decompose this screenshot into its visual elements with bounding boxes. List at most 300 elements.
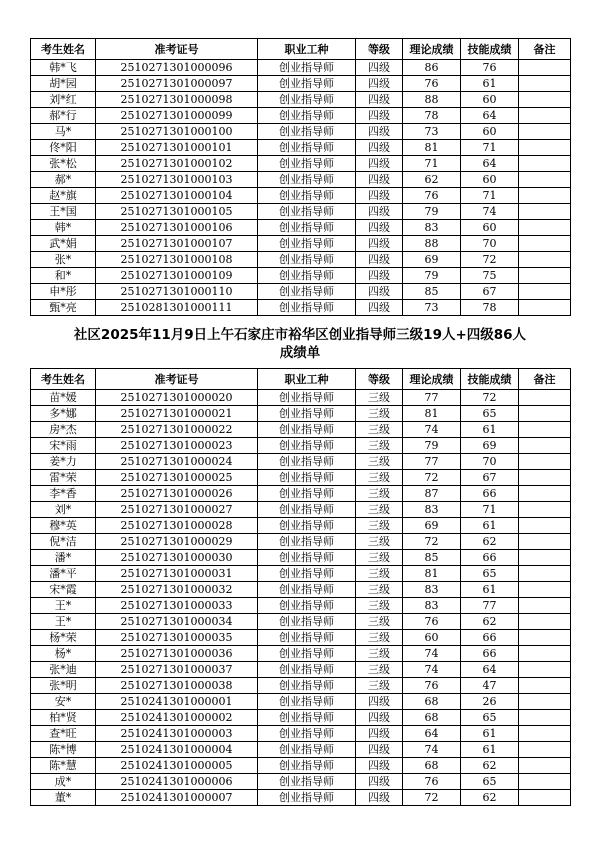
cell-theory-score: 62 [403, 172, 461, 188]
cell-skill-score: 62 [461, 534, 519, 550]
cell-remarks [519, 534, 571, 550]
cell-occupation: 创业指导师 [258, 76, 356, 92]
table-row [31, 124, 571, 140]
section-title-line1: 社区2025年11月9日上午石家庄市裕华区创业指导师三级19人+四级86人 [73, 327, 527, 343]
table-row [31, 92, 571, 108]
cell-skill-score: 62 [461, 614, 519, 630]
cell-theory-score: 83 [403, 598, 461, 614]
cell-name: 安* [31, 694, 96, 710]
cell-level: 三级 [356, 502, 403, 518]
cell-name: 苗*媛 [31, 390, 96, 406]
cell-exam-id: 2510271301000108 [96, 252, 258, 268]
col-header-level: 等级 [356, 369, 403, 390]
cell-level: 四级 [356, 742, 403, 758]
col-header-name: 考生姓名 [31, 369, 96, 390]
cell-name: 韩* [31, 220, 96, 236]
cell-remarks [519, 758, 571, 774]
cell-theory-score: 81 [403, 140, 461, 156]
col-header-skill-score: 技能成绩 [461, 39, 519, 60]
cell-exam-id: 2510281301000111 [96, 300, 258, 316]
cell-occupation: 创业指导师 [258, 108, 356, 124]
cell-theory-score: 69 [403, 252, 461, 268]
cell-exam-id: 2510271301000023 [96, 438, 258, 454]
cell-level: 四级 [356, 140, 403, 156]
cell-exam-id: 2510271301000020 [96, 390, 258, 406]
cell-name: 李*香 [31, 486, 96, 502]
cell-theory-score: 74 [403, 422, 461, 438]
cell-remarks [519, 156, 571, 172]
cell-exam-id: 2510271301000031 [96, 566, 258, 582]
cell-remarks [519, 108, 571, 124]
cell-remarks [519, 422, 571, 438]
cell-level: 四级 [356, 76, 403, 92]
cell-name: 郝*行 [31, 108, 96, 124]
cell-skill-score: 66 [461, 630, 519, 646]
cell-occupation: 创业指导师 [258, 422, 356, 438]
cell-theory-score: 72 [403, 534, 461, 550]
cell-name: 雷*荣 [31, 470, 96, 486]
cell-level: 四级 [356, 188, 403, 204]
table-row [31, 108, 571, 124]
cell-occupation: 创业指导师 [258, 220, 356, 236]
cell-exam-id: 2510271301000104 [96, 188, 258, 204]
cell-exam-id: 2510271301000033 [96, 598, 258, 614]
cell-name: 陈*慧 [31, 758, 96, 774]
cell-exam-id: 2510271301000022 [96, 422, 258, 438]
cell-remarks [519, 694, 571, 710]
table-row [31, 662, 571, 678]
cell-skill-score: 70 [461, 236, 519, 252]
cell-theory-score: 77 [403, 390, 461, 406]
cell-remarks [519, 630, 571, 646]
table-row [31, 630, 571, 646]
cell-name: 潘* [31, 550, 96, 566]
col-header-theory-score: 理论成绩 [403, 39, 461, 60]
cell-skill-score: 64 [461, 156, 519, 172]
col-header-theory-score: 理论成绩 [403, 369, 461, 390]
cell-exam-id: 2510241301000005 [96, 758, 258, 774]
cell-remarks [519, 92, 571, 108]
col-header-name: 考生姓名 [31, 39, 96, 60]
cell-level: 三级 [356, 662, 403, 678]
cell-skill-score: 69 [461, 438, 519, 454]
cell-name: 董* [31, 790, 96, 806]
cell-skill-score: 65 [461, 774, 519, 790]
cell-name: 倪*洁 [31, 534, 96, 550]
cell-level: 四级 [356, 774, 403, 790]
cell-theory-score: 76 [403, 188, 461, 204]
col-header-remarks: 备注 [519, 39, 571, 60]
cell-occupation: 创业指导师 [258, 454, 356, 470]
table-row [31, 438, 571, 454]
cell-remarks [519, 726, 571, 742]
table-row [31, 790, 571, 806]
cell-skill-score: 71 [461, 140, 519, 156]
cell-name: 王* [31, 598, 96, 614]
cell-exam-id: 2510271301000105 [96, 204, 258, 220]
cell-name: 和* [31, 268, 96, 284]
cell-exam-id: 2510241301000003 [96, 726, 258, 742]
cell-occupation: 创业指导师 [258, 284, 356, 300]
cell-skill-score: 64 [461, 662, 519, 678]
cell-occupation: 创业指导师 [258, 124, 356, 140]
cell-remarks [519, 486, 571, 502]
cell-level: 三级 [356, 550, 403, 566]
table-row [31, 742, 571, 758]
cell-occupation: 创业指导师 [258, 486, 356, 502]
cell-remarks [519, 598, 571, 614]
cell-theory-score: 79 [403, 204, 461, 220]
cell-theory-score: 81 [403, 566, 461, 582]
cell-theory-score: 76 [403, 614, 461, 630]
cell-remarks [519, 582, 571, 598]
cell-remarks [519, 390, 571, 406]
cell-theory-score: 77 [403, 454, 461, 470]
table-row [31, 284, 571, 300]
cell-occupation: 创业指导师 [258, 758, 356, 774]
table-row [31, 60, 571, 76]
cell-occupation: 创业指导师 [258, 236, 356, 252]
cell-occupation: 创业指导师 [258, 550, 356, 566]
cell-remarks [519, 60, 571, 76]
cell-theory-score: 83 [403, 220, 461, 236]
cell-name: 张* [31, 252, 96, 268]
cell-exam-id: 2510271301000035 [96, 630, 258, 646]
cell-occupation: 创业指导师 [258, 268, 356, 284]
cell-skill-score: 76 [461, 60, 519, 76]
table-row [31, 678, 571, 694]
cell-theory-score: 74 [403, 662, 461, 678]
cell-remarks [519, 646, 571, 662]
cell-remarks [519, 662, 571, 678]
cell-remarks [519, 502, 571, 518]
table-row [31, 582, 571, 598]
cell-theory-score: 68 [403, 710, 461, 726]
col-header-remarks: 备注 [519, 369, 571, 390]
cell-level: 四级 [356, 236, 403, 252]
cell-level: 四级 [356, 60, 403, 76]
cell-level: 三级 [356, 678, 403, 694]
cell-name: 王* [31, 614, 96, 630]
table-row [31, 236, 571, 252]
table-row [31, 204, 571, 220]
cell-name: 赵*旗 [31, 188, 96, 204]
cell-remarks [519, 518, 571, 534]
cell-level: 三级 [356, 438, 403, 454]
cell-exam-id: 2510271301000029 [96, 534, 258, 550]
cell-skill-score: 61 [461, 518, 519, 534]
cell-occupation: 创业指导师 [258, 582, 356, 598]
cell-exam-id: 2510241301000002 [96, 710, 258, 726]
cell-occupation: 创业指导师 [258, 252, 356, 268]
table-header-row [31, 369, 571, 390]
cell-remarks [519, 140, 571, 156]
table-row [31, 646, 571, 662]
cell-occupation: 创业指导师 [258, 710, 356, 726]
cell-name: 甄*亮 [31, 300, 96, 316]
cell-skill-score: 60 [461, 220, 519, 236]
cell-exam-id: 2510271301000098 [96, 92, 258, 108]
cell-remarks [519, 252, 571, 268]
table-header-row [31, 39, 571, 60]
cell-occupation: 创业指导师 [258, 172, 356, 188]
cell-name: 穆*英 [31, 518, 96, 534]
cell-name: 韩*飞 [31, 60, 96, 76]
cell-skill-score: 72 [461, 390, 519, 406]
cell-remarks [519, 710, 571, 726]
cell-name: 刘* [31, 502, 96, 518]
cell-occupation: 创业指导师 [258, 774, 356, 790]
table-row [31, 614, 571, 630]
cell-occupation: 创业指导师 [258, 188, 356, 204]
cell-theory-score: 85 [403, 284, 461, 300]
table-row [31, 694, 571, 710]
cell-level: 三级 [356, 406, 403, 422]
cell-level: 三级 [356, 486, 403, 502]
score-table-top-body [31, 60, 571, 316]
cell-theory-score: 83 [403, 502, 461, 518]
table-row [31, 390, 571, 406]
cell-occupation: 创业指导师 [258, 790, 356, 806]
cell-remarks [519, 124, 571, 140]
cell-skill-score: 61 [461, 726, 519, 742]
cell-skill-score: 67 [461, 470, 519, 486]
cell-name: 杨*荣 [31, 630, 96, 646]
cell-theory-score: 86 [403, 60, 461, 76]
score-table-top [30, 38, 571, 316]
cell-exam-id: 2510271301000097 [96, 76, 258, 92]
cell-level: 三级 [356, 598, 403, 614]
cell-skill-score: 78 [461, 300, 519, 316]
cell-name: 潘*平 [31, 566, 96, 582]
cell-name: 马* [31, 124, 96, 140]
table-row [31, 758, 571, 774]
cell-name: 佟*阳 [31, 140, 96, 156]
table-row [31, 534, 571, 550]
cell-exam-id: 2510271301000026 [96, 486, 258, 502]
cell-level: 四级 [356, 92, 403, 108]
cell-skill-score: 61 [461, 422, 519, 438]
cell-name: 郝* [31, 172, 96, 188]
cell-exam-id: 2510271301000099 [96, 108, 258, 124]
cell-level: 三级 [356, 582, 403, 598]
cell-name: 陈*博 [31, 742, 96, 758]
cell-level: 四级 [356, 268, 403, 284]
cell-theory-score: 73 [403, 124, 461, 140]
cell-theory-score: 71 [403, 156, 461, 172]
table-row [31, 502, 571, 518]
cell-remarks [519, 236, 571, 252]
cell-level: 四级 [356, 204, 403, 220]
cell-skill-score: 70 [461, 454, 519, 470]
cell-skill-score: 72 [461, 252, 519, 268]
cell-occupation: 创业指导师 [258, 694, 356, 710]
cell-skill-score: 65 [461, 710, 519, 726]
cell-level: 四级 [356, 108, 403, 124]
cell-occupation: 创业指导师 [258, 742, 356, 758]
cell-name: 宋*雨 [31, 438, 96, 454]
cell-theory-score: 87 [403, 486, 461, 502]
cell-skill-score: 60 [461, 172, 519, 188]
cell-level: 三级 [356, 390, 403, 406]
cell-remarks [519, 742, 571, 758]
cell-skill-score: 71 [461, 188, 519, 204]
cell-skill-score: 65 [461, 406, 519, 422]
cell-theory-score: 60 [403, 630, 461, 646]
cell-level: 四级 [356, 252, 403, 268]
cell-exam-id: 2510271301000036 [96, 646, 258, 662]
cell-occupation: 创业指导师 [258, 726, 356, 742]
cell-occupation: 创业指导师 [258, 390, 356, 406]
table-row [31, 518, 571, 534]
table-row [31, 710, 571, 726]
cell-name: 胡*园 [31, 76, 96, 92]
table-row [31, 598, 571, 614]
table-row [31, 550, 571, 566]
cell-level: 三级 [356, 566, 403, 582]
cell-occupation: 创业指导师 [258, 300, 356, 316]
cell-skill-score: 66 [461, 550, 519, 566]
cell-name: 杨* [31, 646, 96, 662]
cell-name: 武*娟 [31, 236, 96, 252]
cell-name: 多*娜 [31, 406, 96, 422]
cell-level: 三级 [356, 534, 403, 550]
cell-occupation: 创业指导师 [258, 438, 356, 454]
cell-occupation: 创业指导师 [258, 566, 356, 582]
cell-exam-id: 2510271301000107 [96, 236, 258, 252]
cell-name: 张*明 [31, 678, 96, 694]
cell-level: 三级 [356, 614, 403, 630]
cell-occupation: 创业指导师 [258, 518, 356, 534]
cell-theory-score: 81 [403, 406, 461, 422]
cell-remarks [519, 774, 571, 790]
table-row [31, 172, 571, 188]
cell-remarks [519, 550, 571, 566]
cell-exam-id: 2510271301000024 [96, 454, 258, 470]
cell-remarks [519, 172, 571, 188]
cell-occupation: 创业指导师 [258, 534, 356, 550]
cell-exam-id: 2510271301000106 [96, 220, 258, 236]
cell-skill-score: 26 [461, 694, 519, 710]
cell-skill-score: 66 [461, 646, 519, 662]
cell-name: 王*国 [31, 204, 96, 220]
col-header-skill-score: 技能成绩 [461, 369, 519, 390]
cell-remarks [519, 76, 571, 92]
cell-remarks [519, 406, 571, 422]
section-title-line2: 成绩单 [279, 345, 321, 361]
cell-exam-id: 2510241301000004 [96, 742, 258, 758]
cell-theory-score: 76 [403, 76, 461, 92]
table-row [31, 566, 571, 582]
cell-occupation: 创业指导师 [258, 470, 356, 486]
cell-occupation: 创业指导师 [258, 60, 356, 76]
score-table-bottom [30, 368, 571, 806]
cell-skill-score: 66 [461, 486, 519, 502]
cell-theory-score: 68 [403, 694, 461, 710]
cell-name: 刘*红 [31, 92, 96, 108]
cell-name: 申*彤 [31, 284, 96, 300]
cell-skill-score: 60 [461, 124, 519, 140]
table-row [31, 300, 571, 316]
cell-theory-score: 88 [403, 92, 461, 108]
cell-level: 三级 [356, 422, 403, 438]
cell-name: 宋*霞 [31, 582, 96, 598]
table-row [31, 76, 571, 92]
table-row [31, 422, 571, 438]
cell-exam-id: 2510271301000109 [96, 268, 258, 284]
cell-theory-score: 69 [403, 518, 461, 534]
cell-level: 四级 [356, 726, 403, 742]
cell-remarks [519, 204, 571, 220]
cell-level: 三级 [356, 646, 403, 662]
cell-name: 房*杰 [31, 422, 96, 438]
cell-theory-score: 88 [403, 236, 461, 252]
cell-exam-id: 2510241301000001 [96, 694, 258, 710]
col-header-occupation: 职业工种 [258, 369, 356, 390]
cell-level: 三级 [356, 518, 403, 534]
cell-occupation: 创业指导师 [258, 140, 356, 156]
cell-exam-id: 2510271301000110 [96, 284, 258, 300]
cell-remarks [519, 470, 571, 486]
cell-skill-score: 74 [461, 204, 519, 220]
cell-exam-id: 2510271301000038 [96, 678, 258, 694]
cell-skill-score: 61 [461, 742, 519, 758]
cell-occupation: 创业指导师 [258, 156, 356, 172]
cell-theory-score: 74 [403, 742, 461, 758]
table-row [31, 140, 571, 156]
cell-exam-id: 2510271301000021 [96, 406, 258, 422]
score-table-bottom-body [31, 390, 571, 806]
cell-name: 柏*贤 [31, 710, 96, 726]
table-row [31, 252, 571, 268]
cell-skill-score: 60 [461, 92, 519, 108]
table-row [31, 454, 571, 470]
cell-skill-score: 61 [461, 582, 519, 598]
cell-theory-score: 85 [403, 550, 461, 566]
cell-exam-id: 2510271301000101 [96, 140, 258, 156]
cell-theory-score: 72 [403, 470, 461, 486]
cell-theory-score: 78 [403, 108, 461, 124]
cell-exam-id: 2510271301000102 [96, 156, 258, 172]
cell-remarks [519, 566, 571, 582]
cell-occupation: 创业指导师 [258, 204, 356, 220]
cell-remarks [519, 300, 571, 316]
col-header-level: 等级 [356, 39, 403, 60]
cell-remarks [519, 790, 571, 806]
col-header-occupation: 职业工种 [258, 39, 356, 60]
cell-exam-id: 2510271301000037 [96, 662, 258, 678]
cell-theory-score: 72 [403, 790, 461, 806]
cell-exam-id: 2510271301000027 [96, 502, 258, 518]
cell-exam-id: 2510241301000006 [96, 774, 258, 790]
cell-theory-score: 73 [403, 300, 461, 316]
cell-theory-score: 83 [403, 582, 461, 598]
cell-occupation: 创业指导师 [258, 646, 356, 662]
cell-name: 张*迪 [31, 662, 96, 678]
col-header-exam-id: 准考证号 [96, 39, 258, 60]
cell-name: 成* [31, 774, 96, 790]
table-row [31, 156, 571, 172]
cell-skill-score: 62 [461, 758, 519, 774]
cell-exam-id: 2510271301000103 [96, 172, 258, 188]
cell-exam-id: 2510271301000032 [96, 582, 258, 598]
cell-skill-score: 67 [461, 284, 519, 300]
cell-skill-score: 71 [461, 502, 519, 518]
table-row [31, 268, 571, 284]
cell-occupation: 创业指导师 [258, 502, 356, 518]
cell-exam-id: 2510271301000028 [96, 518, 258, 534]
cell-remarks [519, 438, 571, 454]
